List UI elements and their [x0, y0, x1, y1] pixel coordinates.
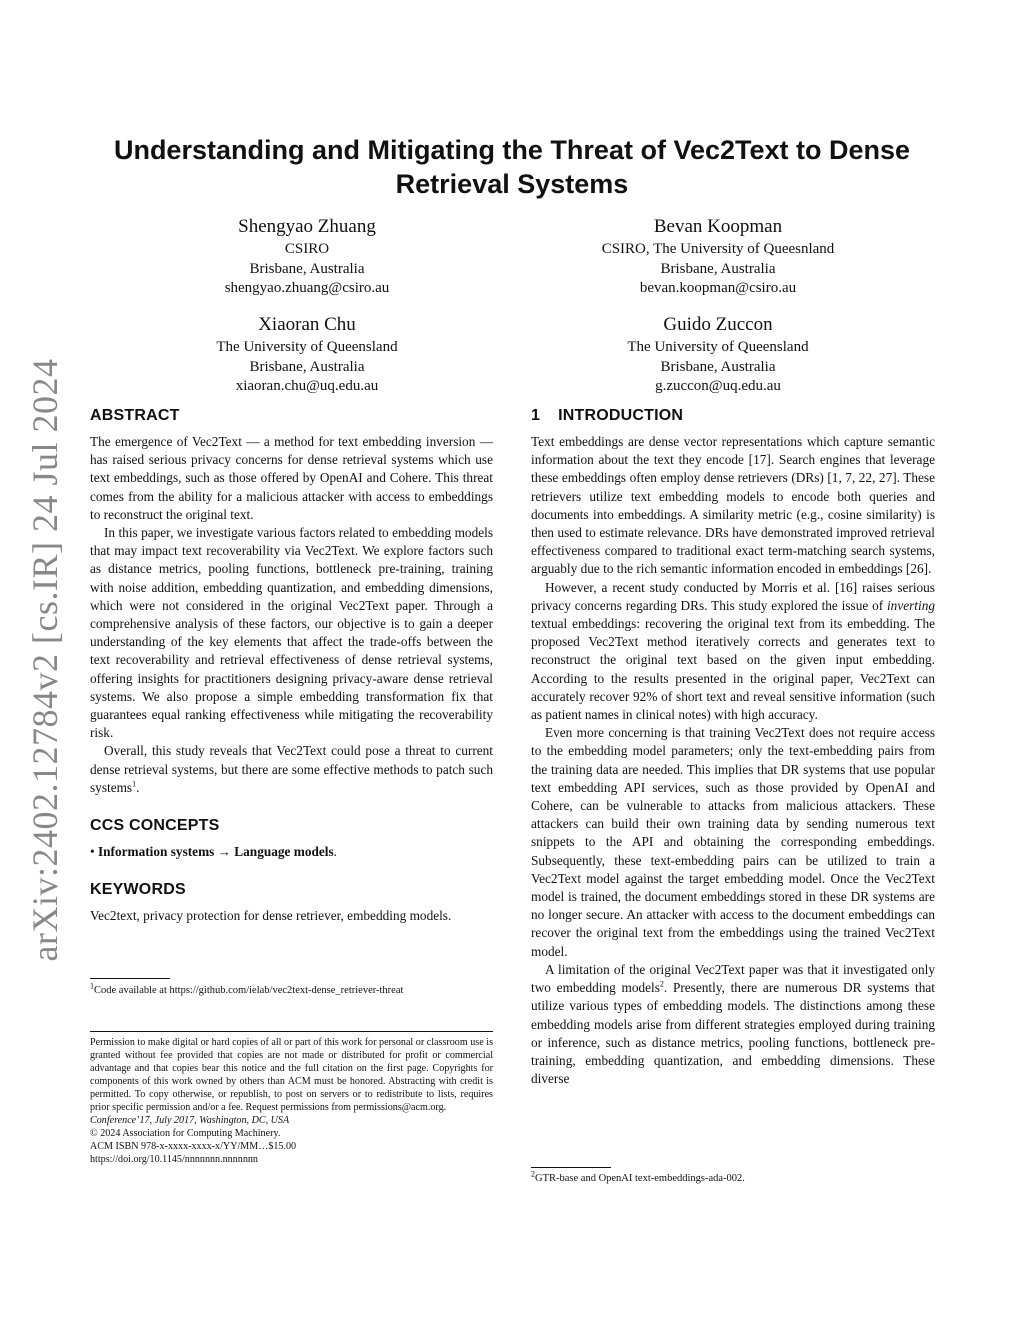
author-location: Brisbane, Australia	[660, 260, 776, 277]
arxiv-identifier: arXiv:2402.12784v2 [cs.IR] 24 Jul 2024	[25, 358, 65, 962]
ccs-heading: CCS CONCEPTS	[90, 817, 220, 835]
abstract-text-end: .	[136, 779, 140, 795]
abstract-text: Overall, this study reveals that Vec2Text could pose a threat to current dense retrieval systems, but there are some effective methods to patch such systems	[90, 743, 493, 795]
author-email: xiaoran.chu@uq.edu.au	[235, 378, 379, 394]
keywords-text: Vec2text, privacy protection for dense retriever, embedding models.	[90, 908, 452, 924]
ccs-end: .	[333, 844, 337, 860]
author-location: Brisbane, Australia	[249, 358, 365, 375]
ccs-concepts	[90, 843, 493, 861]
conference-line: Conference’17, July 2017, Washington, DC, USA	[90, 1115, 290, 1126]
permission-rule	[90, 1031, 493, 1032]
footnote-mark: 1	[90, 981, 94, 991]
footnote-rule	[531, 1167, 611, 1168]
intro-paragraph: Text embeddings are dense vector representations which capture semantic information about the text they encode [17]. Search engines that leverage these embeddings often employ dense retrievers (DRs) [1, 7, 22, 27]. These retrievers utilize text embedding models to encode both queries and documents into embeddings. A similarity metric (e.g., cosine similarity) is then used to estimate relevance. DRs have demonstrated improved retrieval effectiveness compared to traditional exact term-matching search systems, arguably due to the rich semantic information encoded in embeddings [26].	[531, 434, 935, 577]
intro-text: A limitation of the original Vec2Text paper was that it investigated only two embedding models	[531, 961, 935, 996]
author-affiliation: CSIRO, The University of Queesnland	[601, 241, 835, 257]
right-column	[531, 405, 935, 1088]
author-block	[548, 215, 888, 299]
author-email: bevan.koopman@csiro.au	[639, 280, 797, 296]
abstract-paragraph: In this paper, we investigate various factors related to embedding models that may impact text recoverability via Vec2Text. We explore factors such as distance metrics, pooling functions, bottleneck pre-training, training with noise addition, embedding quantization, and embedding dimensions, which were not considered in the original Vec2Text paper. Through a comprehensive analysis of these factors, our objective is to gain a deeper understanding of the key elements that affect the trade-offs between the text recoverability and retrieval effectiveness of dense retrieval systems, offering insights for practitioners designing privacy-aware dense retrieval systems. We also propose a simple embedding transformation fix that guarantees equal ranking effectiveness while mitigating the recoverability risk.	[90, 525, 493, 741]
ccs-term: Language models	[234, 844, 334, 860]
permission-text: Permission to make digital or hard copies of all or part of this work for personal or classroom use is granted without fee provided that copies are not made or distributed for profit or commercial advantage and that copies bear this notice and the full citation on the first page. Copyrights for components of this work owned by others than ACM must be honored. Abstracting with credit is permitted. To copy otherwise, or republish, to post on servers or to redistribute to lists, requires prior specific permission and/or a fee. Request permissions from permissions@acm.org.	[90, 1037, 493, 1113]
intro-paragraph	[531, 961, 935, 1088]
footnote-text: Code available at https://github.com/ielab/vec2text-dense_retriever-threat	[94, 985, 404, 996]
footnote-marker: 2	[659, 979, 664, 989]
doi-line: https://doi.org/10.1145/nnnnnnn.nnnnnnn	[90, 1154, 258, 1165]
left-column	[90, 405, 493, 925]
ccs-term: Information systems	[97, 844, 215, 860]
author-block	[548, 313, 888, 397]
author-location: Brisbane, Australia	[660, 358, 776, 375]
intro-text: textual embeddings: recovering the original text from its embedding. The proposed Vec2Text method iteratively corrects and generates text to reconstruct the original text based on the given input embedding. According to the results presented in the original paper, Vec2Text can accurately recover 92% of short text and reveal sensitive information (such as patient names in clinical notes) with high accuracy.	[531, 616, 935, 723]
author-location: Brisbane, Australia	[249, 260, 365, 277]
author-name: Xiaoran Chu	[258, 314, 356, 335]
author-affiliation: The University of Queensland	[627, 339, 809, 355]
author-name: Bevan Koopman	[653, 216, 783, 237]
section-title: INTRODUCTION	[558, 407, 684, 424]
permission-block	[90, 1036, 493, 1166]
footnote	[90, 981, 493, 997]
footnote	[531, 1169, 935, 1185]
intro-heading	[531, 405, 935, 427]
footnote-rule	[90, 978, 170, 979]
author-block	[137, 313, 477, 397]
copyright-line: © 2024 Association for Computing Machinery.	[90, 1128, 281, 1139]
footnote-marker: 1	[132, 779, 137, 789]
keywords-heading: KEYWORDS	[90, 881, 186, 899]
isbn-line: ACM ISBN 978-x-xxxx-xxxx-x/YY/MM…$15.00	[90, 1141, 297, 1152]
paper-title: Understanding and Mitigating the Threat of Vec2Text to Dense Retrieval Systems	[113, 135, 911, 199]
author-affiliation: The University of Queensland	[216, 339, 398, 355]
ccs-bullet: •	[90, 844, 95, 860]
section-number: 1	[531, 407, 541, 424]
author-affiliation: CSIRO	[284, 241, 330, 257]
footnote-mark: 2	[531, 1169, 535, 1179]
intro-emphasis: inverting	[886, 597, 935, 613]
intro-text: However, a recent study conducted by Morris et al. [16] raises serious privacy concerns regarding DRs. This study explored the issue of	[531, 579, 935, 613]
arrow-icon: →	[217, 844, 231, 860]
intro-paragraph: Even more concerning is that training Vec2Text does not require access to the embedding model parameters; only the text-embedding pairs from the training data are needed. This implies that DR systems that use popular text embedding API services, such as those provided by OpenAI and Cohere, can be vulnerable to attacks from malicious attackers. These attackers can build their own training data by sending numerous text snippets to the API and obtaining the corresponding embeddings. Subsequently, these text-embedding pairs can be utilized to train a Vec2Text model against the target embedding model. Once the Vec2Text model is trained, the document embeddings stored in these DR systems are no longer secure. An attacker with access to the document embeddings can recover the original text from the embeddings using the trained Vec2Text model.	[531, 725, 935, 959]
author-name: Shengyao Zhuang	[238, 216, 376, 237]
intro-text: . Presently, there are numerous DR systems that utilize various types of embedding models. The distinctions among these embedding models arise from different strategies employed during training or inference, such as distance metrics, pooling functions, bottleneck pre-training, embedding quantization, and embedding dimensions. These diverse	[531, 980, 935, 1087]
abstract-paragraph	[90, 742, 493, 797]
intro-paragraph	[531, 579, 935, 725]
author-name: Guido Zuccon	[663, 314, 773, 335]
author-block	[137, 215, 477, 299]
author-email: shengyao.zhuang@csiro.au	[224, 280, 390, 296]
author-email: g.zuccon@uq.edu.au	[655, 378, 781, 394]
footnote-text: GTR-base and OpenAI text-embeddings-ada-002.	[535, 1173, 745, 1184]
abstract-paragraph: The emergence of Vec2Text — a method for text embedding inversion — has raised serious privacy concerns for dense retrieval systems which use text embeddings, such as those offered by OpenAI and Cohere. This threat comes from the ability for a malicious attacker with access to embeddings to reconstruct the original text.	[90, 434, 493, 522]
abstract-heading: ABSTRACT	[90, 407, 180, 424]
